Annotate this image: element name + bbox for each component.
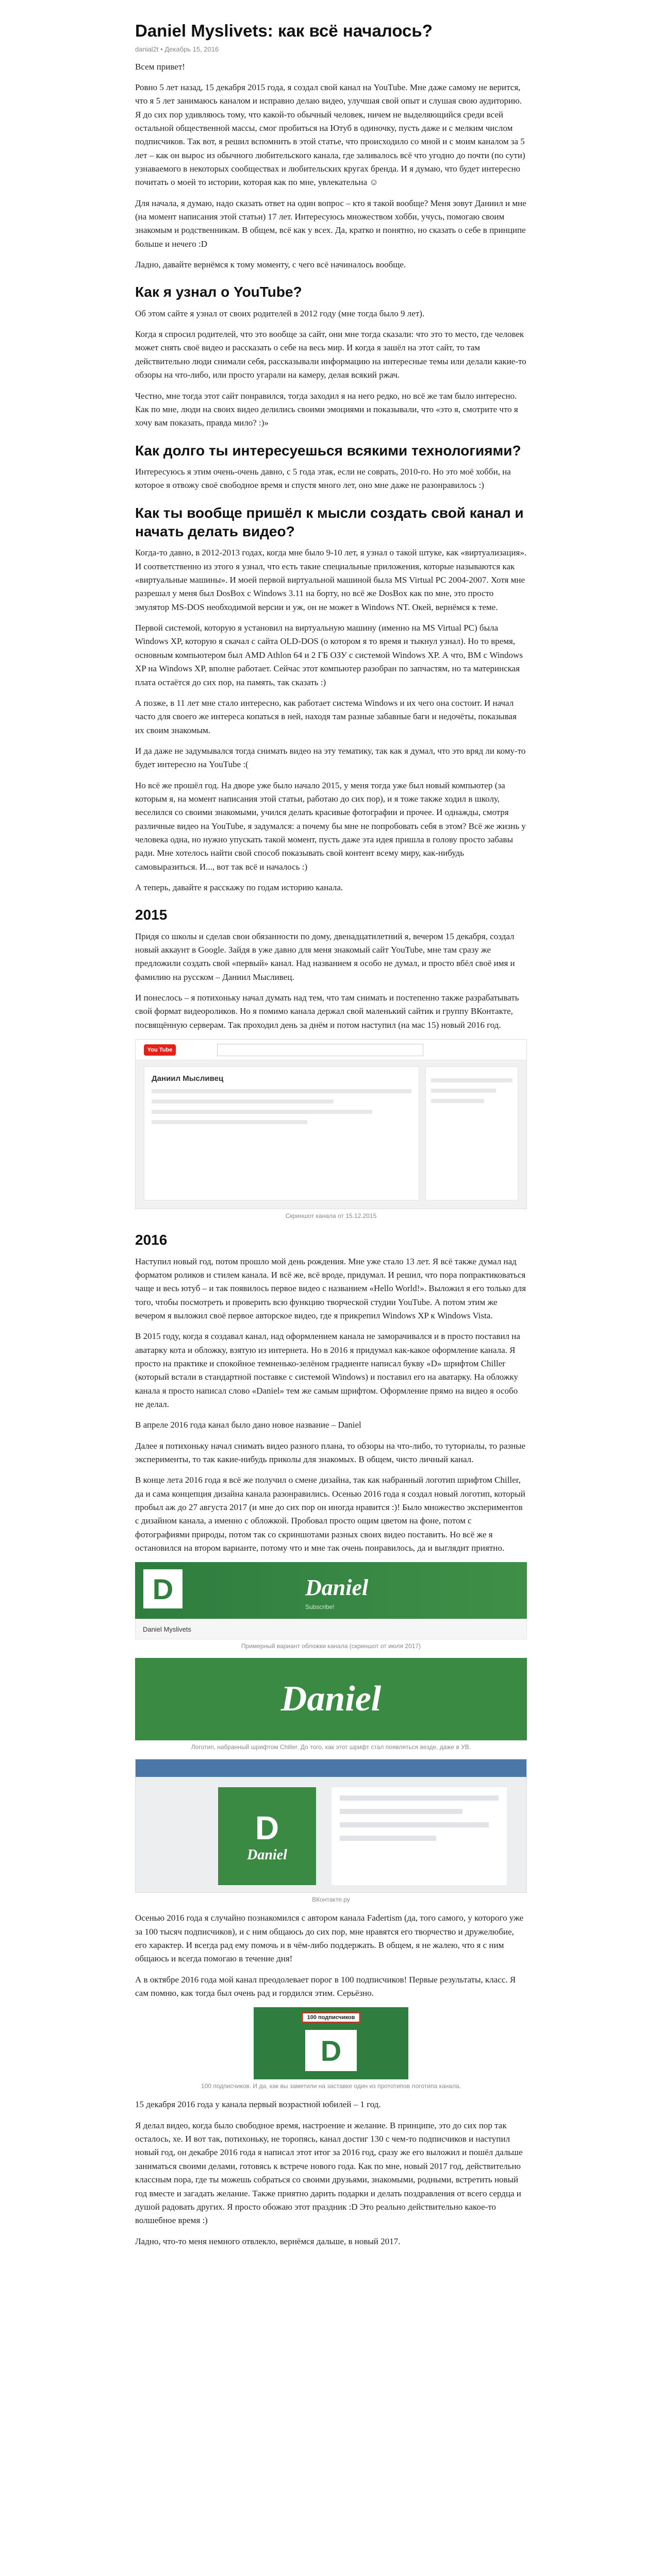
article-title: Daniel Myslivets: как всё началось? bbox=[135, 21, 433, 40]
section-heading: 2016 bbox=[135, 1232, 168, 1248]
placeholder-line bbox=[152, 1120, 307, 1124]
subscribers-label: 100 подписчиков bbox=[302, 2012, 360, 2023]
channel-banner bbox=[135, 1562, 527, 1619]
vk-blurred-content bbox=[332, 1787, 507, 1885]
placeholder-line bbox=[152, 1099, 334, 1104]
vk-logo-d: D bbox=[255, 1809, 279, 1847]
vk-wordmark: Daniel bbox=[247, 1847, 287, 1863]
paragraph: А позже, в 11 лет мне стало интересно, как работает система Windows и их чего она состоит. И начал часто для своего же интереса копаться в ней, находя там разные забавные баги и недочёты, показывая их своим знакомым. bbox=[135, 698, 517, 735]
paragraph: Осенью 2016 года я случайно познакомился с автором канала Fadertism (да, того самого, у которого уже за 100 тысяч подписчиков), и с ним общаюсь до сих пор, мне нравятся его творчество и дружелюбие, его характер. И всегда рад ему помочь и в чём-либо поддержать. В общем, я не жалею, что я с ним общаюсь и всегда помогаю в течение дня! bbox=[135, 1913, 524, 1964]
paragraph: Первой системой, которую я установил на виртуальную машину (именно на MS Virtual PC) была Windows XP, которую я скачал с сайта OLD-DOS (о котором я то время и тыкнул узнал). Но то время, основным компьютером был AMD Athlon 64 и 2 ГБ ОЗУ с системой Windows XP. А что, ВМ с Windows XP на Windows XP, вполне работает. Сейчас этот компьютер разобран по запчастям, но та материнская плата остаётся до сих пор, на память, так сказать :) bbox=[135, 623, 523, 687]
youtube-topbar bbox=[136, 1040, 526, 1060]
channel-banner-figure bbox=[135, 1562, 527, 1650]
youtube-body bbox=[136, 1060, 526, 1207]
paragraph: Когда я спросил родителей, что это вообще за сайт, они мне тогда сказали: что это то место, где человек может снять своё видео и рассказать о себе на весь мир. И когда я зашёл на этот сайт, то там действительно люди снимали себя, рассказывали информацию на интересные темы или делали какие-то обзоры на что-либо, или просто угарали на камеру, делая всякий ржач. bbox=[135, 329, 526, 380]
author-link[interactable]: danial2t bbox=[135, 45, 159, 53]
cert-logo-d: D bbox=[305, 2030, 357, 2071]
placeholder-line bbox=[340, 1795, 499, 1801]
section-heading: Как долго ты интересуешься всякими технологиями? bbox=[135, 442, 521, 459]
subscribers-figure bbox=[135, 2007, 527, 2090]
figure-caption: ВКонтакте.ру bbox=[312, 1896, 350, 1904]
paragraph: Когда-то давно, в 2012-2013 годах, когда мне было 9-10 лет, я узнал о такой штуке, как «виртуализация». И соответственно из этого я узнал, что есть такие специальные приложения, которые называются как «виртуальные машины». И моей первой виртуальной машиной была MS Virtual PC 2004-2007. Хотя мне разрешал у меня был DosBox с Windows 3.11 на борту, но всё же DosBox как по мне, это просто эмулятор MS-DOS необходимой версии и уж, он не может в Windows NT. Окей, вернёмся к теме. bbox=[135, 548, 527, 612]
paragraph: Ровно 5 лет назад, 15 декабря 2015 года, я создал свой канал на YouTube. Мне даже самому не верится, что я 5 лет занимаюсь каналом и исправно делаю видео, улучшая свой опыт и слушая свою аудиторию. Я до сих пор удивляюсь тому, что какой-то обычный человек, ничем не выделяющийся среди всей остальной общественной массы, смог пробиться на Ютуб в одиночку, пусть даже и с мелким числом подписчиков. Так вот, я решил вспомнить в этой статье, что происходило со мной и с моим каналом за 5 лет – как он вырос из обычного любительского канала, где заливалось всё что угодно до почти (по сути) узнаваемого в некоторых сообществах и любительских кругах бренда. И я думаю, что будет интересно почитать о моей то истории, которая как по мне, увлекательна ☺ bbox=[135, 82, 525, 188]
article bbox=[135, 0, 527, 2248]
banner-subtitle: Subscribe! bbox=[305, 1603, 335, 1611]
youtube-screenshot-figure bbox=[135, 1039, 527, 1219]
section-heading: Как ты вообще пришёл к мысли создать свой канал и начать делать видео? bbox=[135, 504, 524, 540]
channel-name: Даниил Мысливец bbox=[152, 1074, 224, 1083]
youtube-channel-main bbox=[144, 1066, 419, 1200]
placeholder-line bbox=[340, 1822, 489, 1827]
figure-caption: Логотип, набранный шрифтом Chiller. До того, как этот шрифт стал появляться везде, даже в УВ. bbox=[191, 1743, 471, 1751]
paragraph: А теперь, давайте я расскажу по годам историю канала. bbox=[135, 882, 343, 892]
daniel-logo bbox=[135, 1658, 527, 1740]
paragraph: Я делал видео, когда было свободное время, настроение и желание. В принципе, это до сих пор так осталось, хе. И вот так, потихоньку, не торопясь, канал достиг 130 с чем-то подписчиков и наступил новый год, он декабре 2016 года я написал этот итог за 2016 год, сразу же его выложил и пошёл дальше заниматься своими делами, готовясь к встрече нового года. Как по мне, новый 2017 год, действительно классным пора, где ты можешь собраться со своими друзьями, знакомыми, родными, встретить новый год вместе и загадать желание. Также приятно дарить подарки и делать поздравления от всего сердца и душой радовать других. Я просто обожаю этот праздник :D Это реально действительно какое-то волшебное время :) bbox=[135, 2120, 523, 2226]
placeholder-line bbox=[340, 1836, 436, 1841]
logo-wordmark: Daniel bbox=[280, 1679, 382, 1719]
figure-caption: Примерный вариант обложки канала (скриншот от июля 2017) bbox=[241, 1642, 421, 1650]
paragraph: И да даже не задумывался тогда снимать видео на эту тематику, так как я думал, что это вряд ли кому-то будет интересно на YouTube :( bbox=[135, 745, 526, 770]
paragraph: Интересуюсь я этим очень-очень давно, с 5 года этак, если не соврать, 2010-го. Но это моё хобби, на которое я отвожу своё свободное время и спустя много лет, оно мне даже не разонравилось :) bbox=[135, 466, 511, 490]
vk-figure bbox=[135, 1759, 527, 1903]
channel-name-row: Daniel Myslivets bbox=[135, 1619, 527, 1639]
paragraph: Об этом сайте я узнал от своих родителей в 2012 году (мне тогда было 9 лет). bbox=[135, 308, 425, 318]
placeholder-line bbox=[152, 1110, 372, 1114]
placeholder-line bbox=[431, 1089, 496, 1093]
figure-caption: Скриншот канала от 15.12.2015 bbox=[285, 1212, 377, 1220]
placeholder-line bbox=[431, 1078, 512, 1082]
vk-topbar bbox=[136, 1759, 526, 1777]
paragraph: Ладно, давайте вернёмся к тому моменту, с чего всё начиналось вообще. bbox=[135, 260, 406, 270]
meta-separator: • bbox=[158, 45, 165, 53]
paragraph: Наступил новый год, потом прошло мой день рождения. Мне уже стало 13 лет. Я всё также думал над форматом роликов и стилем канала. И всё же, всё вроде, придумал. И решил, что пора попрактиковаться чаще и весь ютуб – и так появилось первое видео с названием «Hello World!». Выложил я его только для того, чтобы посмотреть и проверить всю функцию творческой студии YouTube. А потом этим же вечером я выложил своё первое авторское видео, где я прикрепил Windows XP к Windows Vista. bbox=[135, 1256, 526, 1320]
paragraph: В апреле 2016 года канал было дано новое название – Daniel bbox=[135, 1420, 361, 1430]
article-meta bbox=[135, 45, 527, 53]
paragraph: А в октябре 2016 года мой канал преодолевает порог в 100 подписчиков! Первые результаты, класс. Я сам помню, как тогда был очень рад и гордился этим. Серьёзно. bbox=[135, 1974, 516, 1998]
paragraph: Придя со школы и сделав свои обязанности по дому, двенадцатилетний я, вечером 15 декабря, создал новый аккаунт в Google. Зайдя в уже давно для меня знакомый сайт YouTube, мне там сразу же предложили создать свой «первый» канал. Над названием я особо не думал, и просто вбёл своё имя и фамилию на русском – Даниил Мысливец. bbox=[135, 931, 515, 982]
paragraph: И понеслось – я потихоньку начал думать над тем, что там снимать и постепенно также разрабатывать свой формат видеороликов. Но я помимо канала держал свой маленький сайтик и группу ВКонтакте, посвящённую серверам. Так проходил день за днём и потом наступил (на мас 15) новый 2016 год. bbox=[135, 993, 519, 1030]
youtube-screenshot bbox=[135, 1039, 527, 1209]
subscribers-image bbox=[254, 2007, 408, 2079]
banner-wordmark: Daniel bbox=[305, 1575, 369, 1601]
paragraph: Ладно, что-то меня немного отвлекло, вернёмся дальше, в новый 2017. bbox=[135, 2236, 401, 2246]
vk-avatar-card bbox=[218, 1787, 316, 1885]
section-heading: 2015 bbox=[135, 907, 168, 923]
paragraph: Честно, мне тогда этот сайт понравился, тогда заходил я на него редко, но всё же там было интересно. Как по мне, люди на своих видео делились своими эмоциями и показывали, что «это я, смотрите что я хочу вам показать, правда мило? :)» bbox=[135, 391, 518, 428]
placeholder-line bbox=[152, 1089, 411, 1093]
paragraph: Всем привет! bbox=[135, 61, 185, 72]
paragraph: В конце лета 2016 года я всё же получил о смене дизайна, так как набранный логотип шрифтом Chiller, да и сама концепция дизайна канала разонравились. Осенью 2016 года я создал новый логотип, который пробыл аж до 27 августа 2017 (и мне до сих пор он иногда нравится :)! Было множество экспериментов с дизайном канала, а именно с обложкой. Пробовал просто ощим цветом на фоне, потом с фотографиями природы, потом так со скриншотами разных своих видео поставить. Но всё же я остановился на втором варианте, потому что и мне так очень понравилось, да и выглядит приятно. bbox=[135, 1475, 525, 1553]
figure-caption: 100 подписчиков. И да, как вы заметили на заставке один из прототипов логотипа канала. bbox=[201, 2082, 461, 2090]
paragraph: Но всё же прошёл год. На дворе уже было начало 2015, у меня тогда уже был новый компьютер (за которым я, на момент написания этой статьи, работаю до сих пор), и я тоже также ходил в школу, веселился со своими знакомыми, учился делать красивые фотографии и прочее. И однажды, смотря различные видео на YouTube, я задумался: а почему бы мне не попробовать себя в этом? Всё же жизнь у человека одна, но нужно упускать такой момент, пусть даже эта идея пришла в голову просто забавы ради. Мне хотелось найти свой способ показывать свой контент всему миру, как-нибудь самовыразиться. И..., вот так всё и началось :) bbox=[135, 780, 526, 872]
logo-figure bbox=[135, 1658, 527, 1751]
paragraph: Для начала, я думаю, надо сказать ответ на один вопрос – кто я такой вообще? Меня зовут Даниил и мне (на момент написания этой статьи) 17 лет. Интересуюсь множеством хобби, учусь, помогаю своим знакомым и родственникам. В общем, всё как у всех. Да, кратко и понятно, но сказать о себе в принципе больше и нечего :D bbox=[135, 198, 526, 249]
section-heading: Как я узнал о YouTube? bbox=[135, 284, 302, 300]
paragraph: 15 декабря 2016 года у канала первый возрастной юбилей – 1 год. bbox=[135, 2099, 381, 2110]
paragraph: В 2015 году, когда я создавал канал, над оформлением канала не заморачивался и в просто поставил на аватарку кота и обложку, взятую из интернета. Но в 2016 я придумал как-какое оформление канала. Я просто на практике и спокойное темненько-зелёном градиенте написал букву «D» шрифтом Chiller (который встали в стандартной поставке с системой Windows) и поставил его на аватарку. На обложку канала я просто написал слово «Daniel» тем же самым шрифтом. Оформление прямо на видео я особо не делал. bbox=[135, 1331, 520, 1409]
channel-logo-d: D bbox=[143, 1569, 183, 1608]
placeholder-line bbox=[340, 1809, 462, 1814]
placeholder-line bbox=[431, 1099, 484, 1103]
youtube-sidebar bbox=[425, 1066, 518, 1200]
post-date: Декабрь 15, 2016 bbox=[164, 45, 219, 53]
youtube-logo: You Tube bbox=[144, 1044, 176, 1056]
vk-screenshot bbox=[135, 1759, 527, 1893]
paragraph: Далее я потихоньку начал снимать видео разного плана, то обзоры на что-либо, то туториалы, то разные эксперименты, то так какие-нибудь приколы для знакомых. В общем, чисто личный канал. bbox=[135, 1440, 526, 1464]
youtube-search-box bbox=[217, 1044, 423, 1056]
